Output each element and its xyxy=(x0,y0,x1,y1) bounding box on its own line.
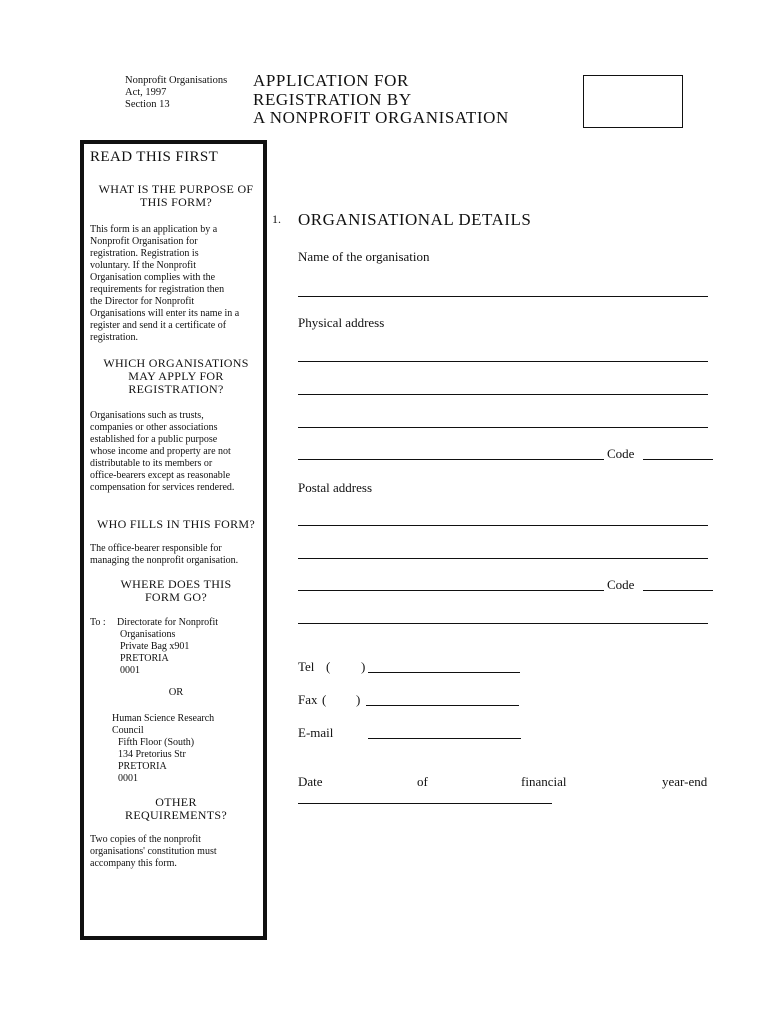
to-label: To : xyxy=(90,617,106,628)
email-field[interactable] xyxy=(368,738,521,739)
postal-address-line-2[interactable] xyxy=(298,558,708,559)
purpose-question-line: THIS FORM? xyxy=(139,195,212,209)
or-separator: OR xyxy=(168,687,184,698)
fax-label: Fax xyxy=(298,692,318,707)
physical-code-label: Code xyxy=(607,446,635,461)
which-question xyxy=(90,357,262,396)
text-line: managing the nonprofit organisation. xyxy=(90,555,239,566)
name-field[interactable] xyxy=(298,296,708,297)
fax-field[interactable] xyxy=(366,705,519,706)
purpose-question-line: WHAT IS THE PURPOSE OF xyxy=(98,182,254,196)
text-line: compensation for services rendered. xyxy=(90,482,235,493)
text-line: organisations' constitution must xyxy=(90,846,217,857)
text-line: Organisations will enter its name in a xyxy=(90,308,240,319)
title-line: A NONPROFIT ORGANISATION xyxy=(253,108,509,127)
postal-address-line-3[interactable] xyxy=(298,590,604,591)
other-question xyxy=(90,796,262,822)
text-line: This form is an application by a xyxy=(90,224,218,235)
name-label: Name of the organisation xyxy=(298,249,430,264)
where-question xyxy=(90,578,262,604)
text-line: Organisations such as trusts, xyxy=(90,410,204,421)
act-reference xyxy=(125,75,227,111)
office-use-box xyxy=(583,75,683,128)
sidebar-heading: READ THIS FIRST xyxy=(90,149,219,165)
address-line: Organisations xyxy=(120,629,176,640)
other-text xyxy=(90,834,262,870)
which-question-line: WHICH ORGANISATIONS xyxy=(103,356,249,370)
postal-code-field[interactable] xyxy=(643,590,713,591)
text-line: The office-bearer responsible for xyxy=(90,543,222,554)
which-question-line: MAY APPLY FOR xyxy=(128,369,224,383)
fy-word-of: of xyxy=(417,774,428,789)
address-line: Directorate for Nonprofit xyxy=(117,617,219,628)
section-title: ORGANISATIONAL DETAILS xyxy=(298,210,532,229)
text-line: voluntary. If the Nonprofit xyxy=(90,260,196,271)
text-line: register and send it a certificate of xyxy=(90,320,227,331)
email-label: E-mail xyxy=(298,725,334,740)
text-line: Organisation complies with the xyxy=(90,272,216,283)
text-line: distributable to its members or xyxy=(90,458,213,469)
section-number: 1. xyxy=(272,212,281,226)
form-title xyxy=(253,72,509,128)
text-line: registration. Registration is xyxy=(90,248,199,259)
read-this-first-panel xyxy=(80,140,267,940)
tel-label: Tel xyxy=(298,659,315,674)
fy-word-year-end: year-end xyxy=(662,774,708,789)
text-line: companies or other associations xyxy=(90,422,218,433)
address-line: PRETORIA xyxy=(120,653,169,664)
address-line: 0001 xyxy=(118,773,138,784)
address-line: Fifth Floor (South) xyxy=(118,737,195,748)
purpose-text xyxy=(90,224,262,344)
address-line: 134 Pretorius Str xyxy=(118,749,186,760)
postal-code-label: Code xyxy=(607,577,635,592)
act-line: Act, 1997 xyxy=(125,87,167,98)
tel-paren-close: ) xyxy=(361,659,366,674)
text-line: requirements for registration then xyxy=(90,284,225,295)
title-line: REGISTRATION BY xyxy=(253,89,412,109)
financial-year-end-field[interactable] xyxy=(298,803,552,804)
address-line: 0001 xyxy=(120,665,140,676)
which-question-line: REGISTRATION? xyxy=(128,382,224,396)
text-line: the Director for Nonprofit xyxy=(90,296,195,307)
physical-address-line-2[interactable] xyxy=(298,394,708,395)
text-line: office-bearers except as reasonable xyxy=(90,470,231,481)
title-line: APPLICATION FOR xyxy=(253,71,409,90)
where-question-line: WHERE DOES THIS xyxy=(120,577,232,591)
address-line: Private Bag x901 xyxy=(120,641,190,652)
postal-address-label: Postal address xyxy=(298,480,373,495)
who-question: WHO FILLS IN THIS FORM? xyxy=(96,517,255,531)
text-line: established for a public purpose xyxy=(90,434,218,445)
physical-address-line-3[interactable] xyxy=(298,427,708,428)
fy-word-date: Date xyxy=(298,774,323,789)
who-text xyxy=(90,543,262,567)
text-line: Two copies of the nonprofit xyxy=(90,834,201,845)
address-hsrc xyxy=(112,713,214,785)
postal-address-line-4[interactable] xyxy=(298,623,708,624)
physical-address-line-1[interactable] xyxy=(298,361,708,362)
tel-paren-open: ( xyxy=(326,659,331,674)
physical-code-field[interactable] xyxy=(643,459,713,460)
address-directorate xyxy=(117,617,218,677)
text-line: whose income and property are not xyxy=(90,446,231,457)
address-line: PRETORIA xyxy=(118,761,167,772)
fax-paren-open: ( xyxy=(322,692,327,707)
other-question-line: OTHER xyxy=(155,795,197,809)
where-question-line: FORM GO? xyxy=(144,590,208,604)
text-line: Nonprofit Organisation for xyxy=(90,236,198,247)
postal-address-line-1[interactable] xyxy=(298,525,708,526)
other-question-line: REQUIREMENTS? xyxy=(125,808,227,822)
fy-word-financial: financial xyxy=(521,774,567,789)
address-line: Human Science Research xyxy=(112,713,215,724)
text-line: accompany this form. xyxy=(90,858,177,869)
which-text xyxy=(90,410,262,494)
act-line: Section 13 xyxy=(125,99,170,110)
text-line: registration. xyxy=(90,332,139,343)
tel-field[interactable] xyxy=(368,672,520,673)
address-line: Council xyxy=(112,725,144,736)
physical-address-label: Physical address xyxy=(298,315,385,330)
act-line: Nonprofit Organisations xyxy=(125,75,228,86)
purpose-question xyxy=(90,183,262,209)
fax-paren-close: ) xyxy=(356,692,361,707)
physical-address-line-4[interactable] xyxy=(298,459,604,460)
